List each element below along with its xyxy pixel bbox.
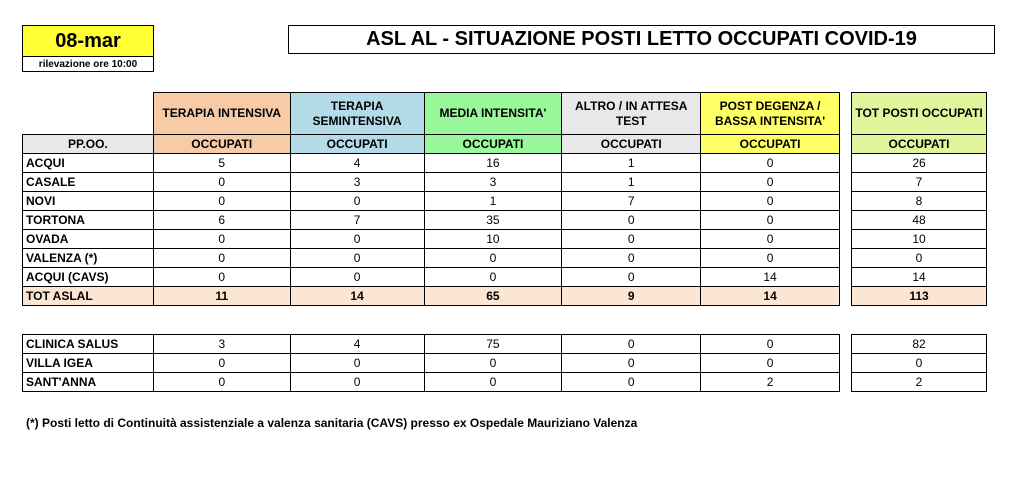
value-cell: 0 [562,373,701,392]
value-cell: 1 [424,192,562,211]
table-row [852,230,987,249]
table-row [23,230,840,249]
value-cell: 0 [153,230,290,249]
totals-table [851,92,987,306]
value-cell: 0 [153,249,290,268]
value-cell: 7 [562,192,701,211]
footnote: (*) Posti letto di Continuità assistenziale a valenza sanitaria (CAVS) presso ex Ospedale Mauriziano Valenza [26,416,638,430]
row-name: TOT ASLAL [23,287,154,306]
value-cell: 75 [424,335,562,354]
sub-header: OCCUPATI [852,135,987,154]
value-cell: 0 [153,173,290,192]
table-row [852,192,987,211]
table-row [23,268,840,287]
sub-header: OCCUPATI [424,135,562,154]
sub-header: OCCUPATI [562,135,701,154]
col-header-media-intensita: MEDIA INTENSITA' [424,93,562,135]
col-header-post-degenza: POST DEGENZA / BASSA INTENSITA' [701,93,840,135]
value-cell: 0 [562,249,701,268]
private-table [22,334,840,392]
value-cell: 3 [424,173,562,192]
value-cell: 0 [701,249,840,268]
total-cell: 2 [852,373,987,392]
value-cell: 0 [701,230,840,249]
row-name: NOVI [23,192,154,211]
table-row [23,211,840,230]
row-name: ACQUI [23,154,154,173]
value-cell: 0 [701,354,840,373]
table-row [23,154,840,173]
value-cell: 0 [562,211,701,230]
time-label: rilevazione ore 10:00 [22,57,154,72]
col-header-ppoo: PP.OO. [23,135,154,154]
value-cell: 4 [290,335,424,354]
sub-header: OCCUPATI [701,135,840,154]
value-cell: 14 [701,268,840,287]
value-cell: 2 [701,373,840,392]
value-cell: 0 [153,373,290,392]
value-cell: 1 [562,173,701,192]
row-name: SANT'ANNA [23,373,154,392]
row-name: CLINICA SALUS [23,335,154,354]
value-cell: 0 [290,354,424,373]
value-cell: 0 [701,335,840,354]
value-cell: 0 [562,335,701,354]
value-cell: 0 [290,268,424,287]
value-cell: 0 [424,249,562,268]
value-cell: 0 [290,373,424,392]
col-header-terapia-semintensiva: TERAPIA SEMINTENSIVA [290,93,424,135]
value-cell: 0 [290,192,424,211]
table-row [23,249,840,268]
value-cell: 14 [701,287,840,306]
total-cell: 8 [852,192,987,211]
table-row [852,249,987,268]
table-row [852,268,987,287]
value-cell: 4 [290,154,424,173]
value-cell: 5 [153,154,290,173]
table-row [852,287,987,306]
page-title: ASL AL - SITUAZIONE POSTI LETTO OCCUPATI COVID-19 [288,25,995,54]
value-cell: 7 [290,211,424,230]
total-cell: 14 [852,268,987,287]
value-cell: 9 [562,287,701,306]
row-name: VILLA IGEA [23,354,154,373]
value-cell: 3 [153,335,290,354]
value-cell: 0 [153,192,290,211]
value-cell: 0 [701,173,840,192]
total-cell: 113 [852,287,987,306]
table-row [852,335,987,354]
sub-header: OCCUPATI [153,135,290,154]
value-cell: 0 [701,211,840,230]
value-cell: 65 [424,287,562,306]
table-row [23,373,840,392]
value-cell: 0 [424,373,562,392]
value-cell: 0 [153,354,290,373]
col-header-altro: ALTRO / IN ATTESA TEST [562,93,701,135]
table-row [23,354,840,373]
value-cell: 3 [290,173,424,192]
total-cell: 48 [852,211,987,230]
value-cell: 10 [424,230,562,249]
total-cell: 10 [852,230,987,249]
total-cell: 7 [852,173,987,192]
value-cell: 0 [562,230,701,249]
value-cell: 14 [290,287,424,306]
table-row [852,154,987,173]
value-cell: 0 [562,268,701,287]
value-cell: 0 [290,230,424,249]
row-name: TORTONA [23,211,154,230]
table-row [23,287,840,306]
value-cell: 16 [424,154,562,173]
value-cell: 35 [424,211,562,230]
value-cell: 0 [562,354,701,373]
row-name: OVADA [23,230,154,249]
row-name: ACQUI (CAVS) [23,268,154,287]
value-cell: 0 [701,192,840,211]
table-row [23,173,840,192]
value-cell: 0 [701,154,840,173]
total-cell: 0 [852,249,987,268]
table-row [23,192,840,211]
table-row [852,211,987,230]
value-cell: 11 [153,287,290,306]
total-cell: 82 [852,335,987,354]
private-totals-table [851,334,987,392]
value-cell: 6 [153,211,290,230]
table-row [852,173,987,192]
value-cell: 0 [153,268,290,287]
value-cell: 0 [424,354,562,373]
total-cell: 26 [852,154,987,173]
value-cell: 1 [562,154,701,173]
col-header-tot-posti: TOT POSTI OCCUPATI [852,93,987,135]
total-cell: 0 [852,354,987,373]
table-row [23,335,840,354]
main-table [22,92,840,306]
row-name: VALENZA (*) [23,249,154,268]
table-row [852,373,987,392]
value-cell: 0 [424,268,562,287]
value-cell: 0 [290,249,424,268]
date-label: 08-mar [22,25,154,57]
table-row [852,354,987,373]
sub-header: OCCUPATI [290,135,424,154]
col-header-terapia-intensiva: TERAPIA INTENSIVA [153,93,290,135]
row-name: CASALE [23,173,154,192]
